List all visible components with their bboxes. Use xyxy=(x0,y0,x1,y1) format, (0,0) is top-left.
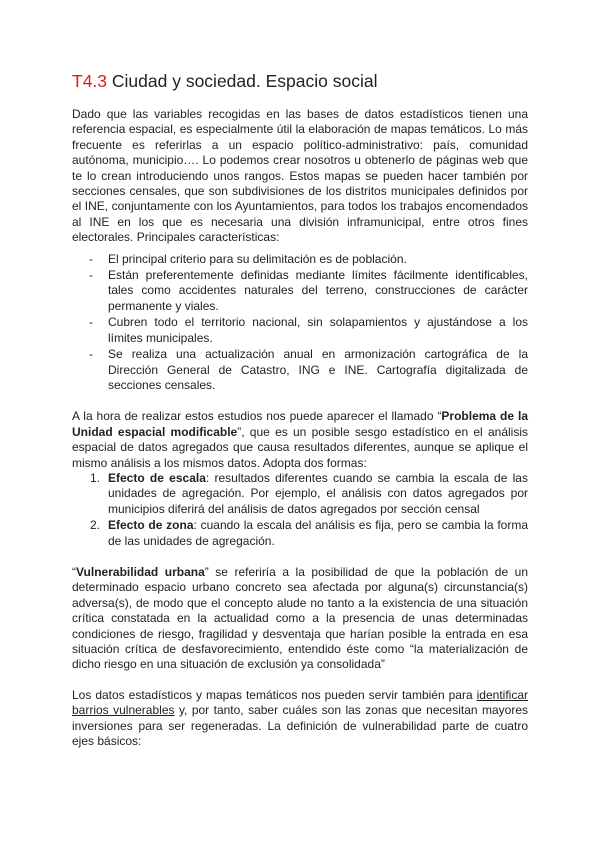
page-title xyxy=(72,70,528,92)
maup-pre: A la hora de realizar estos estudios nos puede aparecer el llamado “ xyxy=(72,409,442,424)
closing-post: y, por tanto, saber cuáles son las zonas que necesitan mayores inversiones para ser regeneradas. La definición de vulnerabilidad parte de cuatro ejes básicos: xyxy=(72,703,528,749)
list-item xyxy=(90,470,528,517)
list-item: - El principal criterio para su delimitación es de población. xyxy=(108,252,528,267)
forms-list xyxy=(72,471,528,549)
form-term: Efecto de escala xyxy=(108,470,206,485)
list-item xyxy=(90,518,528,549)
underlined-phrase: identificar barrios vulnerables xyxy=(72,687,528,718)
list-item: - Se realiza una actualización anual en armonización cartográfica de la Dirección General de Catastro, ING e INE. Cartografía digitalizada de secciones censales. xyxy=(108,347,528,393)
maup-post: ”, que es un posible sesgo estadístico en el análisis espacial de datos agregados que causa resultados diferentes, aunque se aplique el mismo análisis a los mismos datos. Adopta dos formas: xyxy=(72,424,528,470)
title-text: Ciudad y sociedad. Espacio social xyxy=(107,71,378,91)
characteristics-list xyxy=(72,252,528,394)
list-item: - Cubren todo el territorio nacional, sin solapamientos y ajustándose a los límites municipales. xyxy=(108,315,528,346)
list-item: - Están preferentemente definidas mediante límites fácilmente identificables, tales como accidentes naturales del terreno, construcciones de carácter permanente y viales. xyxy=(108,268,528,314)
closing-paragraph xyxy=(72,688,528,750)
form-term: Efecto de zona xyxy=(108,518,194,533)
maup-term: Problema de la Unidad espacial modificable xyxy=(72,409,528,439)
closing-pre: Los datos estadísticos y mapas temáticos nos pueden servir también para xyxy=(72,687,477,702)
maup-paragraph xyxy=(72,409,528,471)
list-marker: 2. xyxy=(90,518,101,533)
intro-paragraph: Dado que las variables recogidas en las bases de datos estadísticos tienen una referencia espacial, es especialmente útil la elaboración de mapas temáticos. Lo más frecuente es referirlas a un espacio político-administrativo: país, comunidad autónoma, municipio…. Lo podemos crear nosotros u obtenerlo de páginas web que te lo crean introduciendo unos rangos. Estos mapas se pueden hacer también por secciones censales, que son subdivisiones de los distritos municipales definidos por el INE, conjuntamente con los Ayuntamientos, para todos los trabajos encomendados al INE en los que es necesaria una división inframunicipal, entre otros fines electorales. Principales características: xyxy=(72,107,528,245)
quote-open: “ xyxy=(72,564,76,579)
vulnerability-paragraph xyxy=(72,565,528,673)
vulnerability-text: ” se referiría a la posibilidad de que la población de un determinado espacio urbano concreto sea afectada por alguna(s) circunstancia(s) adversa(s), de modo que el concepto alude no tanto a la existencia de una situación crítica constatada en la actualidad como a la presencia de unas determinadas condiciones de riesgo, fragilidad y desventaja que harían posible la entrada en esa situación crítica de desfavorecimiento, entendido éste como “la materialización de dicho riesgo en una situación de exclusión ya consolidada” xyxy=(72,564,529,672)
list-marker: 1. xyxy=(90,470,101,485)
form-text: : cuando la escala del análisis es fija, pero se cambia la forma de las unidades de agregación. xyxy=(108,518,528,548)
form-text: : resultados diferentes cuando se cambia la escala de las unidades de agregación. Por ejemplo, el análisis con datos agregados por municipios diferirá del análisis de datos agregados por sección censal xyxy=(108,470,528,516)
section-code: T4.3 xyxy=(72,71,108,91)
vulnerability-term: Vulnerabilidad urbana xyxy=(76,564,205,579)
